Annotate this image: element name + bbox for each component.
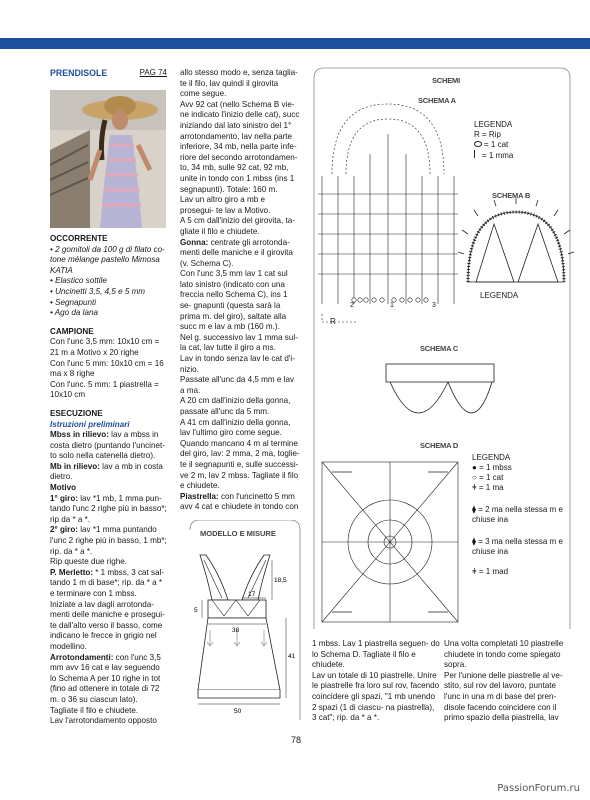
- occorrente-heading: OCCORRENTE: [50, 234, 108, 243]
- motivo-heading: Motivo: [50, 483, 77, 493]
- legend-a-title: LEGENDA: [474, 120, 513, 129]
- page-ref: PAG 74: [139, 68, 167, 77]
- dim-38: 38: [232, 627, 240, 634]
- paragraph: Lav in tondo senza lav le cat d'i- nizio.: [180, 354, 295, 374]
- legend-d-item: = 2 ma nella stessa m e chiuse ina: [472, 505, 563, 524]
- gonna-text: centrate gli arrotonda- menti delle maniche e il girovita (v. Schema C).: [180, 237, 293, 268]
- paragraph: Quando mancano 4 m al termine del giro, lav: 2 mma, 2 ma, toglie- te il segnapunti e, sulle successi- ve 2 m, lav 2 mbss. Tagliate il filo e chiudete.: [180, 438, 300, 491]
- column-4: [444, 639, 564, 724]
- campione-item: Con l'unc 5 mm: 10x10 cm = 16 ma x 8 righe: [50, 358, 164, 379]
- rip-text: Rip queste due righe.: [50, 557, 127, 567]
- mb-text: lav a mb in costa dietro.: [50, 461, 163, 482]
- g2-label: 2° giro:: [50, 525, 78, 535]
- istruzioni-heading: Istruzioni preliminari: [50, 419, 130, 429]
- paragraph: Avv 92 cat (nello Schema B vie- ne indicato l'inizio delle cat), succ iniziando dal lato sinistro del 1° arrotondamento, lav nella parte inferiore, 34 mb, nella parte infe- riore del secondo arrotondamen- to, 34 mb, sulle 92 cat, 92 mb, unite in tondo con 1 mbss (ins 1 segnapunti). Totale: 160 m.: [180, 99, 300, 194]
- schema-d-label: SCHEMA D: [420, 441, 459, 450]
- paragraph: A 5 cm dall'inizio del girovita, ta- gliate il filo e chiudete.: [180, 216, 295, 236]
- paragraph: A 20 cm dall'inizio della gonna, passate all'unc da 5 mm.: [180, 396, 291, 416]
- paragraph: Nel g. successivo lav 1 mma sul- la cat, lav tutte il giro a ms.: [180, 332, 298, 353]
- g1-text: lav *1 mb, 1 mma pun- tando l'unc 2 righe più in basso*; rip da * a *.: [50, 493, 167, 524]
- model-photo: [50, 90, 166, 228]
- paragraph: Con l'unc 3,5 mm lav 1 cat sul lato sinistro (indicato con una frecciа nello Schema C), ins 1 se- gnapunti (questa sarà la prima m. del giro), saltate alla succ m e lav a mb (160 m.).: [180, 269, 288, 332]
- paragraph: Lav un totale di 10 piastrelle. Unire le piastrelle fra loro sul rov, facendo coincidere gli spazi, "1 mb unendo 2 spazi (1 di ciascu- na piastrella), 3 cat"; rip. da * a *.: [312, 670, 440, 723]
- paragraph: Una volta completati 10 piastrelle chiudete in tondo come spiegato sopra.: [444, 639, 564, 670]
- mbss-text: lav a mbss in costa dietro (puntando l'uncinet- to solo nella catenella dietro).: [50, 430, 165, 461]
- piastrella-text: con l'uncinetto 5 mm avv 4 cat e chiudete in tondo con: [180, 491, 299, 512]
- occorrente-item: • Segnapunti: [50, 297, 97, 307]
- schema-a-r-label: R: [330, 317, 336, 326]
- legend-b-title: LEGENDA: [480, 291, 519, 300]
- schema-a-diagram: [318, 104, 458, 304]
- legend-a-item: = 1 cat: [484, 140, 509, 149]
- dim-17: 17: [248, 591, 256, 598]
- legend-d-item: = 1 ma: [478, 483, 504, 492]
- merletto-text: * 1 mbss, 3 cat sal- tando 1 m di base*; rip. da * a * e terminare con 1 mbss.: [50, 567, 165, 598]
- paragraph: allo stesso modo e, senza taglia- te il filo, lav quindi il girovita come segue.: [180, 68, 298, 99]
- dim-41: 41: [288, 653, 296, 660]
- modello-title: MODELLO E MISURE: [200, 529, 276, 538]
- column-1: [50, 68, 167, 80]
- three-ma-closed-icon: ⧫: [472, 537, 476, 546]
- campione-item: Con l'unc. 5 mm: 1 piastrella = 10x10 cm: [50, 379, 159, 400]
- occorrente-item: • Uncinetti 3,5, 4,5 e 5 mm: [50, 286, 146, 296]
- schema-a-label: SCHEMA A: [418, 96, 456, 105]
- gonna-label: Gonna:: [180, 237, 209, 247]
- mbss-label: Mbss in rilievo:: [50, 430, 109, 440]
- arrotondamenti-label: Arrotondamenti:: [50, 652, 114, 662]
- schema-a-num-1: 1: [390, 302, 394, 309]
- legend-d-item: = 3 ma nella stessa m e chiuse ina: [472, 537, 563, 556]
- paragraph: Lav un altro giro a mb e prosegui- te lav a Motivo.: [180, 195, 271, 215]
- arrotondamenti-text: con l'unc 3,5 mm avv 16 cat e lav seguendo lo Schema A per 10 righe in tot (fino ad ottenere in totale di 72 m. o 36 su ciascun lato). Tagliate il filo e chiudete.: [50, 652, 161, 715]
- legend-d-item: = 1 mad: [478, 567, 509, 576]
- schema-c-label: SCHEMA C: [420, 344, 459, 353]
- paragraph: Passate all'unc da 4,5 mm e lav a ma.: [180, 375, 295, 395]
- schema-d-diagram: [322, 462, 458, 622]
- cat-symbol-icon: [474, 141, 482, 147]
- campione-heading: CAMPIONE: [50, 326, 94, 336]
- legend-a: [474, 120, 513, 161]
- top-color-bar: [0, 38, 590, 49]
- schema-b-label: SCHEMA B: [492, 191, 531, 200]
- schemi-title: SCHEMI: [432, 76, 460, 85]
- two-ma-closed-icon: ⧫: [472, 505, 476, 514]
- modello-diagram: [180, 520, 310, 720]
- esecuzione-heading: ESECUZIONE: [50, 408, 103, 418]
- mad-symbol-icon: ǂ: [472, 567, 477, 576]
- dim-5: 5: [194, 607, 198, 614]
- occorrente-item: • Ago da lana: [50, 308, 98, 318]
- lav-text: Lav l'arrotondamento opposto: [50, 716, 157, 726]
- mma-symbol-icon: [474, 150, 480, 158]
- paragraph: 1 mbss. Lav 1 piastrella seguen- do lo Schema D. Tagliate il filo e chiudete.: [312, 639, 440, 670]
- ma-symbol-icon: ǂ: [472, 483, 477, 492]
- dim-18-5: 18,5: [274, 577, 287, 584]
- paragraph: Per l'unione delle piastrelle al ve- stito, sul rov del lavoro, puntate l'unc in una m di base del pren- disole facendo coincidere con il primo spazio della piastrella, lav: [444, 670, 563, 723]
- g2-text: lav *1 mma puntando l'unc 2 righe più in basso, 1 mb*; rip. da * a *.: [50, 525, 167, 556]
- schema-a-num-3: 3: [432, 302, 436, 309]
- legend-a-item: = 1 mma: [482, 151, 514, 160]
- mbss-dot-icon: ●: [472, 463, 477, 472]
- legend-d-item: = 1 cat: [479, 473, 504, 482]
- legend-d-item: = 1 mbss: [479, 463, 512, 472]
- cat-oval-icon: ○: [472, 473, 477, 482]
- piastrella-label: Piastrella:: [180, 491, 219, 501]
- paragraph: A 41 cm dall'inizio della gonna, lav l'ultimo giro come segue.: [180, 417, 291, 438]
- schema-a-num-2: 2: [350, 302, 354, 309]
- campione-item: Con l'unc 3,5 mm: 10x10 cm = 21 m a Motivo x 20 righe: [50, 337, 160, 357]
- column-1-text: [50, 234, 167, 727]
- watermark: PassionForum.ru: [497, 783, 580, 794]
- column-2: [180, 68, 300, 513]
- mb-label: Mb in rilievo:: [50, 461, 100, 471]
- occorrente-item: • Elastico sottile: [50, 276, 107, 286]
- schema-c-diagram: [386, 364, 494, 413]
- merletto-label: P. Merletto:: [50, 567, 94, 577]
- page-number: 78: [291, 735, 302, 745]
- dim-50: 50: [234, 708, 242, 715]
- occorrente-item: • 2 gomitoli da 100 g di filato co- tone mélange pastello Mimosa KATIA: [50, 244, 165, 275]
- column-3: [312, 639, 440, 724]
- legend-d: [472, 453, 572, 577]
- g1-label: 1° giro:: [50, 493, 78, 503]
- iniziate-text: Iniziate a lav dagli arrotonda- menti delle maniche e prosegui- te dall'alto verso il basso, come indicano le frecce in grigio nel modellino.: [50, 599, 165, 651]
- article-title: PRENDISOLE: [50, 68, 108, 78]
- schema-b-diagram: [458, 198, 574, 282]
- legend-d-title: LEGENDA: [472, 453, 511, 462]
- legend-a-item: R = Rip: [474, 130, 501, 139]
